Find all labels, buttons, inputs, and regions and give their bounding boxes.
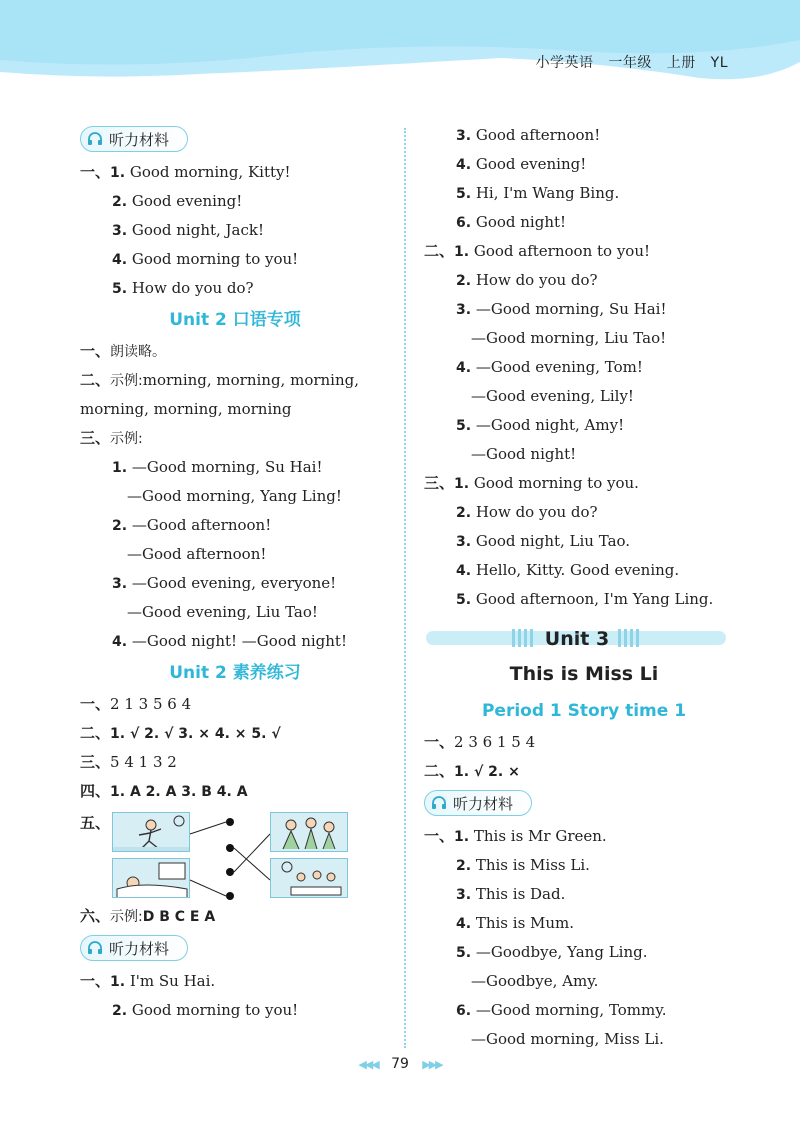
- item-number: 5.: [456, 186, 472, 202]
- volume: 上册: [666, 55, 696, 71]
- item-number: 1.: [112, 460, 128, 476]
- item-number: 3.: [456, 887, 472, 903]
- section-marker: 一、: [80, 972, 111, 990]
- answer-row: [80, 748, 390, 777]
- item-number: 2.: [456, 273, 472, 289]
- item-number: 4.: [112, 634, 128, 650]
- item-text: —Goodbye, Amy.: [471, 972, 599, 990]
- listening-badge: [80, 935, 188, 961]
- item-number: 6.: [456, 215, 472, 231]
- answer-row: [424, 728, 744, 757]
- item-number: 4.: [456, 360, 472, 376]
- list-item: [424, 996, 744, 1025]
- item-text: Good evening!: [131, 192, 243, 210]
- listening-label: 听力材料: [109, 939, 170, 958]
- item-number: 4.: [456, 157, 472, 173]
- item-text: Hello, Kitty. Good evening.: [475, 561, 680, 579]
- unit-number: Unit 3: [544, 628, 610, 650]
- answer-text: 1. √ 2. ×: [454, 764, 520, 780]
- list-item: [424, 150, 744, 179]
- headphones-icon: [431, 795, 447, 811]
- item-text: This is Dad.: [475, 885, 566, 903]
- right-column: [424, 121, 744, 1054]
- item-number: 4.: [112, 252, 128, 268]
- subject: 小学英语: [535, 55, 594, 71]
- list-item: [424, 498, 744, 527]
- item-text: Good afternoon!: [475, 126, 601, 144]
- section-title: Unit 2 口语专项: [169, 310, 301, 330]
- dialog-line: [80, 598, 390, 627]
- item-number: 5.: [456, 418, 472, 434]
- section-marker: 三、: [424, 474, 455, 492]
- list-item: [424, 353, 744, 382]
- section-marker: 三、: [80, 429, 111, 447]
- page-number: 79: [391, 1056, 409, 1072]
- list-item: [424, 556, 744, 585]
- item-text: Good morning to you!: [131, 250, 299, 268]
- section-marker: 五、: [80, 814, 111, 832]
- item-text: Good evening!: [475, 155, 587, 173]
- answer-text: 2 1 3 5 6 4: [110, 695, 192, 713]
- item-number: 1.: [110, 974, 126, 990]
- item-number: 4.: [456, 916, 472, 932]
- item-text: —Goodbye, Yang Ling.: [475, 943, 648, 961]
- column-divider: [404, 128, 406, 1048]
- left-arrows-icon: ◀◀◀: [358, 1058, 378, 1071]
- item-text: Good morning to you!: [131, 1001, 299, 1019]
- item-text: —Good evening, Liu Tao!: [127, 603, 318, 621]
- item-text: —Good night, Amy!: [475, 416, 625, 434]
- picture-family-picnic: [270, 858, 348, 898]
- item-number: 2.: [456, 505, 472, 521]
- dialog-line: [80, 569, 390, 598]
- answer-row: [80, 690, 390, 719]
- list-item: [80, 158, 390, 187]
- list-item: [80, 274, 390, 303]
- page-footer: [0, 1056, 800, 1072]
- list-item: [424, 179, 744, 208]
- section-marker: 二、: [80, 371, 111, 389]
- section-title: Unit 2 素养练习: [169, 663, 301, 683]
- item-number: 3.: [112, 576, 128, 592]
- item-text: Good morning, Kitty!: [129, 163, 291, 181]
- item-text: Good afternoon, I'm Yang Ling.: [475, 590, 714, 608]
- dialog-line: [80, 627, 390, 656]
- headphones-icon: [87, 940, 103, 956]
- section-marker: 二、: [424, 762, 455, 780]
- list-item: [80, 337, 390, 366]
- item-number: 5.: [112, 281, 128, 297]
- list-item: [80, 187, 390, 216]
- item-text: —Good afternoon!: [127, 545, 267, 563]
- item-text: How do you do?: [475, 503, 598, 521]
- list-item: [424, 880, 744, 909]
- item-text: —Good afternoon!: [131, 516, 272, 534]
- list-item: [80, 245, 390, 274]
- item-text: Hi, I'm Wang Bing.: [475, 184, 620, 202]
- item-number: 1.: [454, 244, 470, 260]
- unit-banner: [424, 624, 744, 654]
- item-number: 5.: [456, 592, 472, 608]
- item-number: 2.: [112, 194, 128, 210]
- section-marker: 一、: [80, 163, 111, 181]
- grade: 一年级: [608, 55, 652, 71]
- item-text: Good night!: [475, 213, 567, 231]
- item-text: —Good morning, Miss Li.: [471, 1030, 664, 1048]
- list-item: [424, 1025, 744, 1054]
- answer-text: 2 3 6 1 5 4: [454, 733, 536, 751]
- item-number: 2.: [456, 858, 472, 874]
- list-item: [424, 266, 744, 295]
- item-text: —Good night! —Good night!: [131, 632, 347, 650]
- item-text: morning, morning, morning: [80, 400, 292, 418]
- list-item: [424, 411, 744, 440]
- item-number: 4.: [456, 563, 472, 579]
- listening-label: 听力材料: [453, 794, 514, 813]
- example-label: 示例:: [110, 373, 143, 389]
- item-number: 1.: [454, 829, 470, 845]
- answer-text: 5 4 1 3 2: [110, 753, 177, 771]
- left-column: [80, 122, 390, 1025]
- item-number: 3.: [112, 223, 128, 239]
- list-item: [424, 967, 744, 996]
- list-item: [424, 851, 744, 880]
- item-text: —Good evening, everyone!: [131, 574, 337, 592]
- item-text: —Good morning, Tommy.: [475, 1001, 667, 1019]
- item-text: How do you do?: [131, 279, 254, 297]
- list-item: [424, 121, 744, 150]
- section-marker: 二、: [80, 724, 111, 742]
- item-text: —Good morning, Su Hai!: [475, 300, 667, 318]
- edition: YL: [710, 55, 728, 71]
- item-text: —Good morning, Yang Ling!: [127, 487, 342, 505]
- list-item: [424, 469, 744, 498]
- list-item: [424, 295, 744, 324]
- picture-family-evening: [270, 812, 348, 852]
- item-number: 3.: [456, 302, 472, 318]
- list-item: [80, 996, 390, 1025]
- item-text: —Good night!: [471, 445, 577, 463]
- item-text: —Good morning, Su Hai!: [131, 458, 323, 476]
- list-item: [424, 938, 744, 967]
- answer-text: 1. A 2. A 3. B 4. A: [110, 784, 248, 800]
- item-text: This is Mr Green.: [473, 827, 607, 845]
- lesson-title: This is Miss Li: [509, 663, 659, 685]
- section-marker: 一、: [80, 342, 111, 360]
- item-text: —Good morning, Liu Tao!: [471, 329, 667, 347]
- item-number: 6.: [456, 1003, 472, 1019]
- period-title: Period 1 Story time 1: [481, 701, 687, 721]
- item-text: This is Mum.: [475, 914, 575, 932]
- item-text: —Good evening, Tom!: [475, 358, 643, 376]
- answer-text: 1. √ 2. √ 3. × 4. × 5. √: [110, 726, 281, 742]
- listening-badge: [424, 790, 532, 816]
- dialog-line: [80, 511, 390, 540]
- section-marker: 二、: [424, 242, 455, 260]
- matching-exercise: [80, 810, 390, 902]
- answer-text: D B C E A: [142, 909, 216, 925]
- list-item: [424, 440, 744, 469]
- answer-row: [80, 719, 390, 748]
- list-item: [80, 967, 390, 996]
- item-text: I'm Su Hai.: [129, 972, 216, 990]
- answer-row: [80, 777, 390, 806]
- list-item: [80, 395, 390, 424]
- list-item: [424, 208, 744, 237]
- dialog-line: [80, 453, 390, 482]
- answer-row: [424, 757, 744, 786]
- list-item: [424, 237, 744, 266]
- section-marker: 一、: [424, 827, 455, 845]
- item-number: 2.: [112, 518, 128, 534]
- item-text: Good afternoon to you!: [473, 242, 651, 260]
- listening-list: [424, 822, 744, 1054]
- item-number: 1.: [454, 476, 470, 492]
- item-text: Good night, Liu Tao.: [475, 532, 631, 550]
- section-marker: 六、: [80, 907, 111, 925]
- listening-continued: [424, 121, 744, 614]
- list-item: [80, 424, 390, 453]
- section-marker: 一、: [80, 695, 111, 713]
- item-text: 朗读略。: [110, 344, 167, 360]
- item-text: How do you do?: [475, 271, 598, 289]
- item-text: Good night, Jack!: [131, 221, 265, 239]
- book-info: [536, 52, 728, 72]
- listening-badge: [80, 126, 188, 152]
- item-number: 3.: [456, 534, 472, 550]
- example-label: 示例:: [110, 431, 143, 447]
- dialog-line: [80, 540, 390, 569]
- item-text: Good morning to you.: [473, 474, 639, 492]
- item-number: 2.: [112, 1003, 128, 1019]
- example-label: 示例:: [110, 909, 143, 925]
- listening-label: 听力材料: [109, 130, 170, 149]
- list-item: [424, 527, 744, 556]
- item-text: morning, morning, morning,: [142, 371, 360, 389]
- list-item: [424, 909, 744, 938]
- item-number: 1.: [110, 165, 126, 181]
- item-number: 3.: [456, 128, 472, 144]
- list-item: [80, 216, 390, 245]
- headphones-icon: [87, 131, 103, 147]
- item-text: —Good evening, Lily!: [471, 387, 634, 405]
- list-item: [424, 324, 744, 353]
- section-marker: 四、: [80, 782, 111, 800]
- list-item: [424, 382, 744, 411]
- item-number: 5.: [456, 945, 472, 961]
- item-text: This is Miss Li.: [475, 856, 590, 874]
- right-arrows-icon: ▶▶▶: [422, 1058, 442, 1071]
- list-item: [424, 822, 744, 851]
- section-marker: 三、: [80, 753, 111, 771]
- dialog-line: [80, 482, 390, 511]
- section-marker: 一、: [424, 733, 455, 751]
- list-item: [80, 366, 390, 395]
- list-item: [424, 585, 744, 614]
- answer-row: [80, 902, 390, 931]
